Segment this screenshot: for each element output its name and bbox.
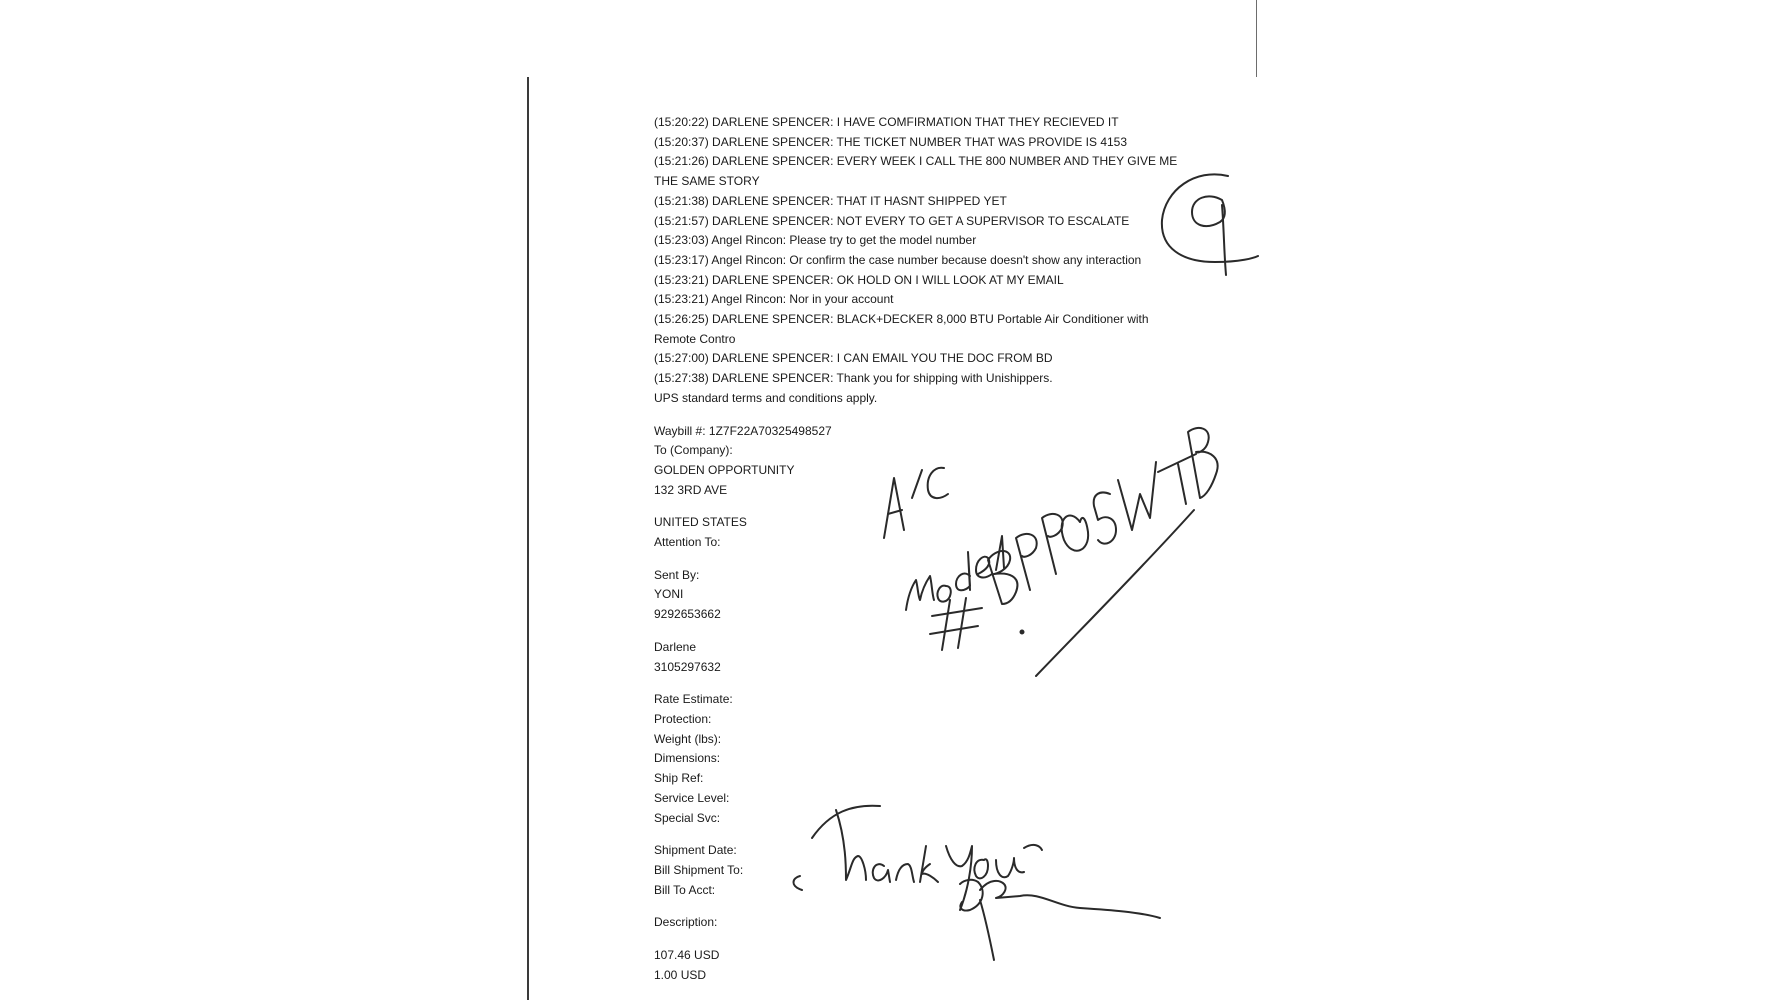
chat-line: (15:23:21) DARLENE SPENCER: OK HOLD ON I WILL LOOK AT MY EMAIL xyxy=(654,272,1064,287)
service-level-label: Service Level: xyxy=(654,790,730,805)
shipment-date-label: Shipment Date: xyxy=(654,843,737,858)
handwritten-ac-text xyxy=(884,468,948,538)
contact-phone: 3105297632 xyxy=(654,659,721,674)
to-company-label: To (Company): xyxy=(654,443,733,458)
chat-line: (15:21:26) DARLENE SPENCER: EVERY WEEK I CALL THE 800 NUMBER AND THEY GIVE ME THE SAME STORY xyxy=(654,154,1178,189)
chat-line: (15:23:03) Angel Rincon: Please try to get the model number xyxy=(654,233,977,248)
handwritten-model-text xyxy=(906,536,1004,610)
sender-name: YONI xyxy=(654,587,684,602)
country: UNITED STATES xyxy=(654,515,747,530)
chat-line: (15:27:38) DARLENE SPENCER: Thank you for shipping with Unishippers. xyxy=(654,371,1053,386)
amount-usd: 1.00 USD xyxy=(654,967,707,982)
chat-line: (15:20:22) DARLENE SPENCER: I HAVE COMFIRMATION THAT THEY RECIEVED IT xyxy=(654,115,1119,129)
handwritten-hash xyxy=(930,598,982,650)
chat-line: (15:21:38) DARLENE SPENCER: THAT IT HASNT SHIPPED YET xyxy=(654,193,1007,208)
waybill-number: Waybill #: 1Z7F22A70325498527 xyxy=(654,423,832,438)
dimensions-label: Dimensions: xyxy=(654,751,721,766)
chat-line: (15:23:17) Angel Rincon: Or confirm the case number because doesn't show any interaction xyxy=(654,252,1142,267)
handwritten-thank-you xyxy=(794,806,1043,910)
company-name: GOLDEN OPPORTUNITY xyxy=(654,462,795,477)
chat-line: (15:20:37) DARLENE SPENCER: THE TICKET NUMBER THAT WAS PROVIDE IS 4153 xyxy=(654,134,1128,149)
contact-name: Darlene xyxy=(654,639,697,654)
handwritten-signature xyxy=(960,880,1160,960)
attention-label: Attention To: xyxy=(654,535,721,550)
handwritten-page-number-9 xyxy=(1162,174,1258,275)
weight-label: Weight (lbs): xyxy=(654,731,722,746)
handwritten-model-number xyxy=(988,428,1218,634)
sent-by-label: Sent By: xyxy=(654,567,700,582)
description-label: Description: xyxy=(654,915,718,930)
bill-to-acct-label: Bill To Acct: xyxy=(654,882,716,897)
sender-phone: 9292653662 xyxy=(654,607,721,622)
ship-ref-label: Ship Ref: xyxy=(654,771,704,786)
protection-label: Protection: xyxy=(654,711,712,726)
chat-line: (15:27:00) DARLENE SPENCER: I CAN EMAIL YOU THE DOC FROM BD xyxy=(654,351,1053,366)
chat-line: (15:26:25) DARLENE SPENCER: BLACK+DECKER 8,000 BTU Portable Air Conditioner with Remote Contro xyxy=(654,312,1149,346)
terms-line: UPS standard terms and conditions apply. xyxy=(654,390,878,405)
amount-usd: 107.46 USD xyxy=(654,948,720,963)
special-svc-label: Special Svc: xyxy=(654,810,721,825)
bill-shipment-to-label: Bill Shipment To: xyxy=(654,862,744,877)
address: 132 3RD AVE xyxy=(654,482,728,497)
rate-estimate-label: Rate Estimate: xyxy=(654,692,733,707)
chat-line: (15:23:21) Angel Rincon: Nor in your account xyxy=(654,292,894,307)
chat-line: (15:21:57) DARLENE SPENCER: NOT EVERY TO GET A SUPERVISOR TO ESCALATE xyxy=(654,213,1130,228)
